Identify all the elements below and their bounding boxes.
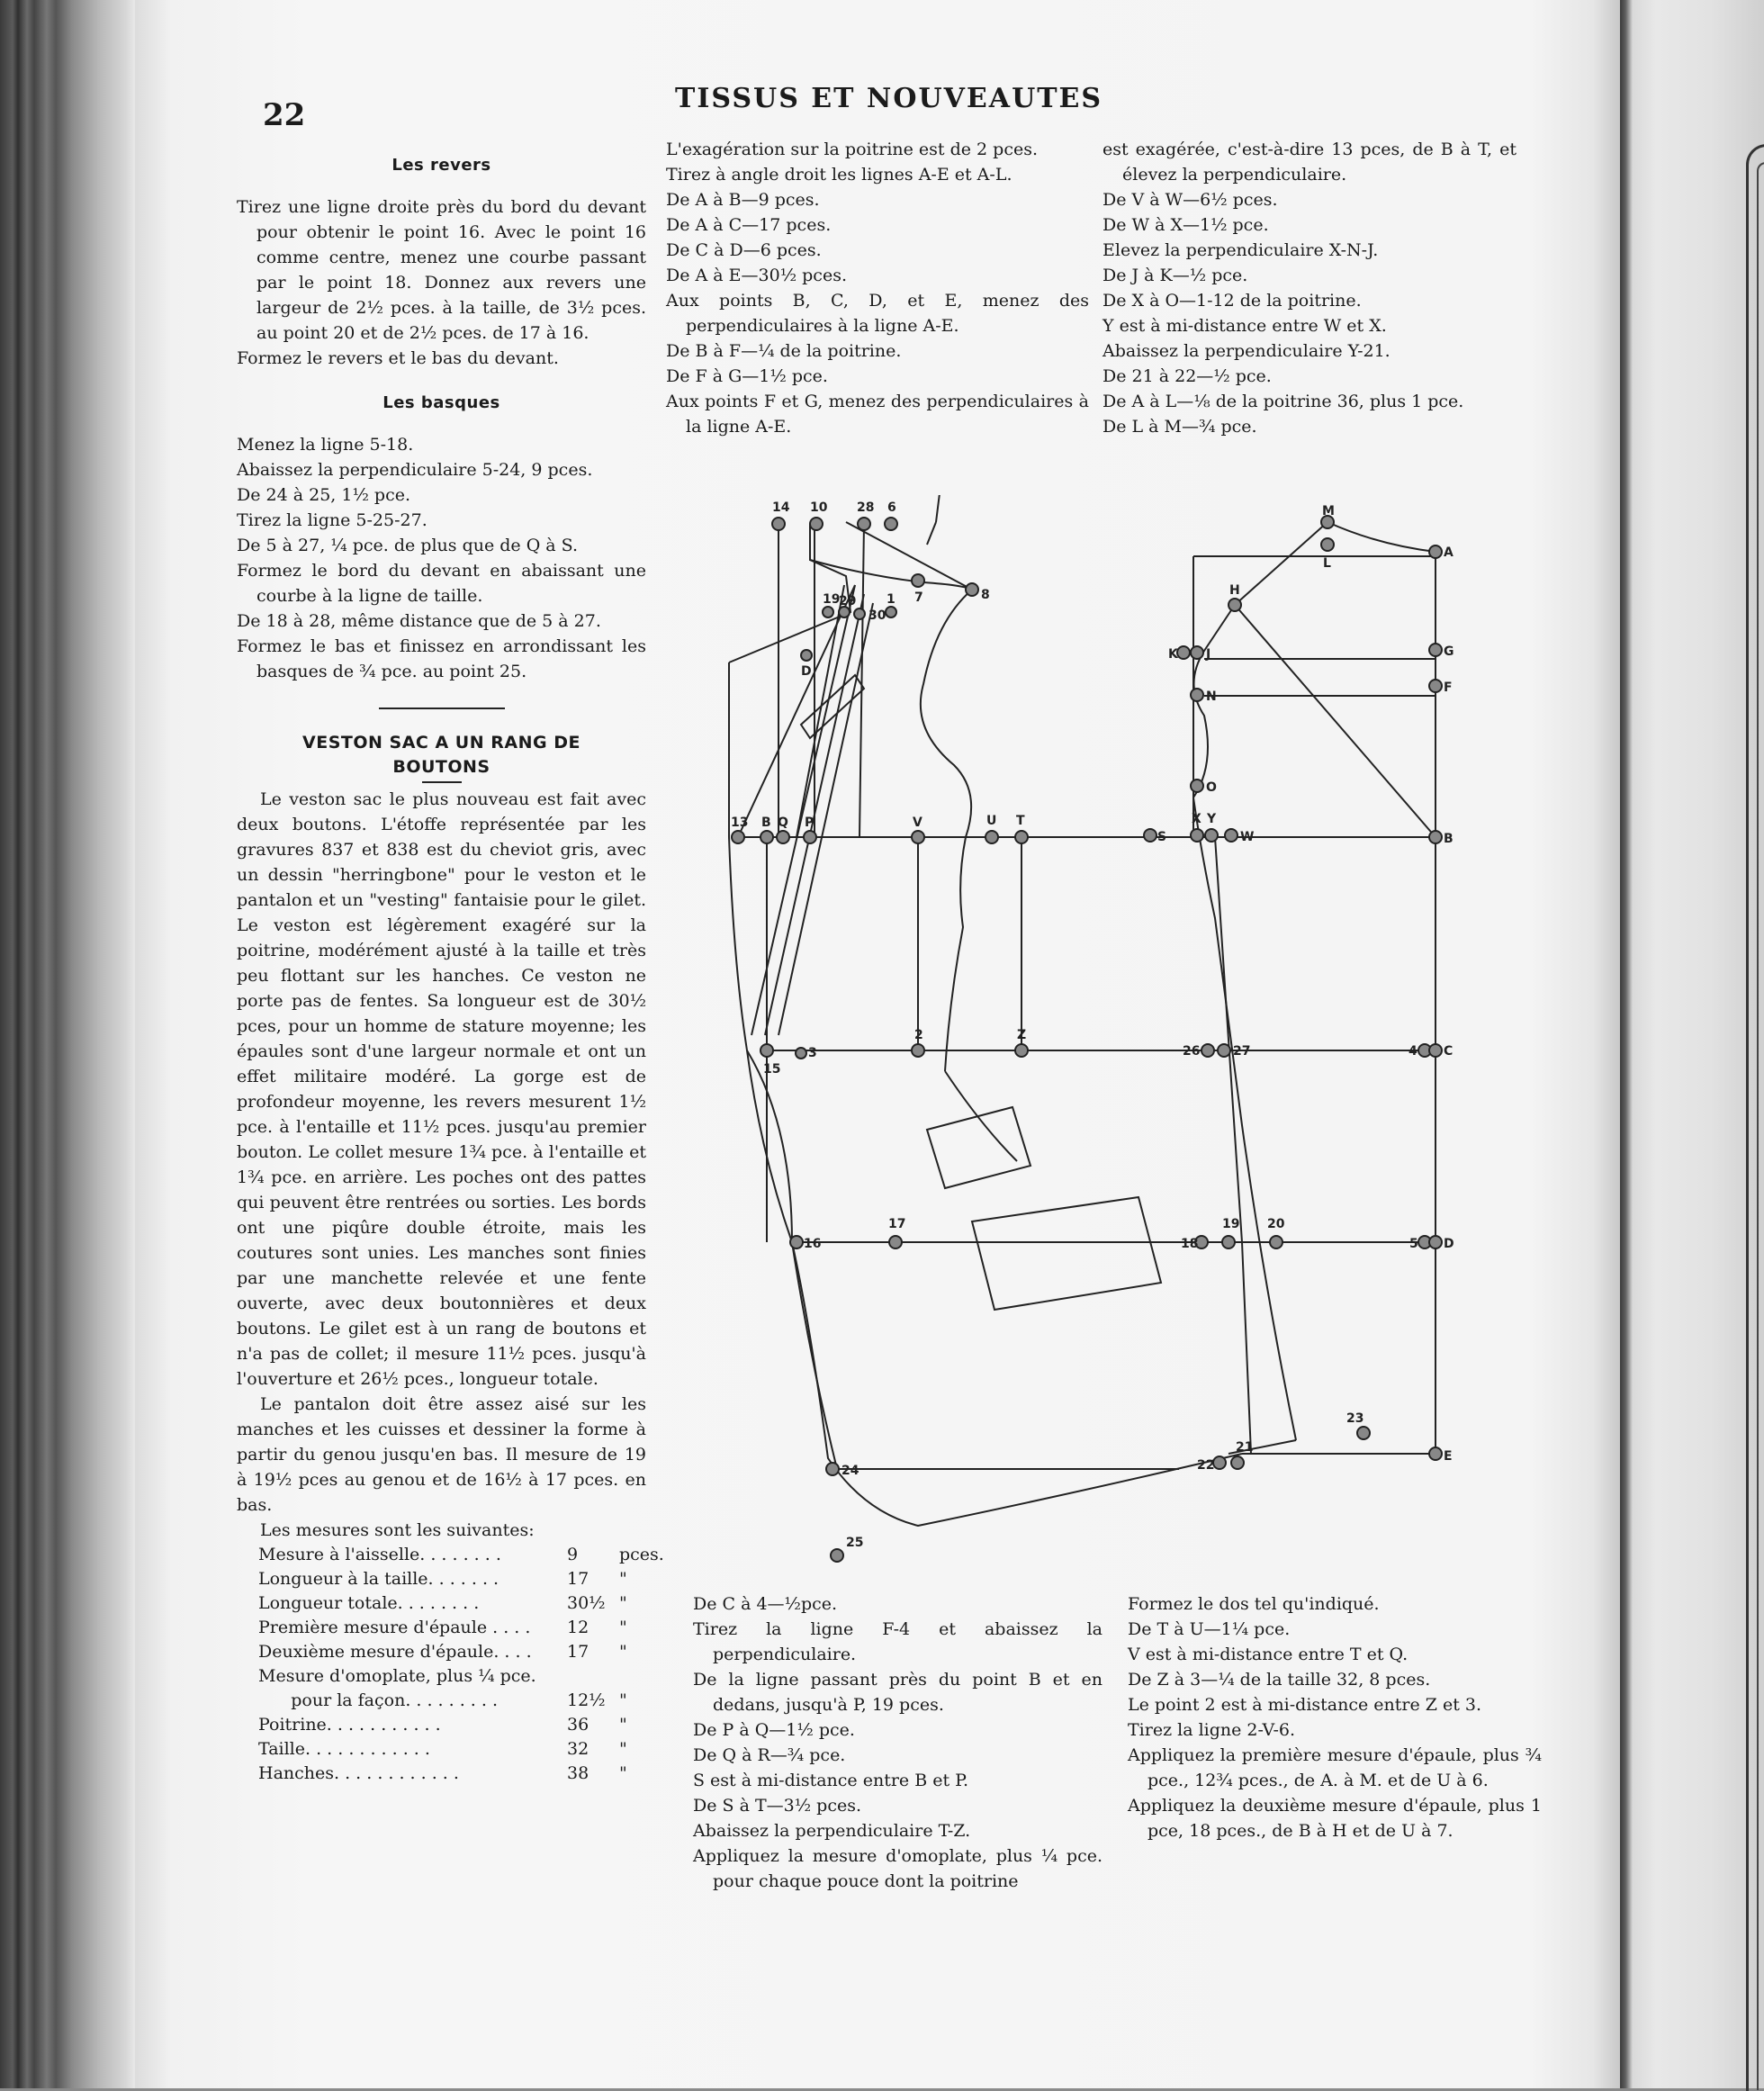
label-G: G (1444, 644, 1454, 659)
point-K (1177, 646, 1190, 659)
label-22: 22 (1197, 1458, 1215, 1473)
instruction-line: De C à 4—½pce. (693, 1594, 838, 1614)
point-15 (760, 1044, 773, 1057)
label-14: 14 (772, 500, 790, 515)
point-25 (831, 1549, 843, 1562)
column-middle-top (666, 137, 1089, 439)
point-21 (1231, 1456, 1244, 1469)
mesure-value: 32 (567, 1739, 590, 1759)
mesure-label: Longueur à la taille. . . . . . . (258, 1569, 500, 1589)
instruction-line: Le point 2 est à mi-distance entre Z et 3. (1128, 1695, 1482, 1715)
heading-veston: VESTON SAC A UN RANG DE BOUTONS (302, 733, 580, 777)
label-16: 16 (804, 1237, 822, 1251)
mesure-label: Première mesure d'épaule . . . . (258, 1618, 531, 1637)
label-Q: Q (778, 816, 788, 830)
label-25: 25 (846, 1536, 864, 1550)
label-L: L (1323, 556, 1331, 571)
instruction-line: est exagérée, c'est-à-dire 13 pces, de B à T, et élevez la perpendiculaire. (1102, 140, 1516, 185)
mesure-unit: " (619, 1739, 627, 1759)
point-T (1015, 831, 1028, 843)
label-1: 1 (886, 592, 896, 607)
label-U: U (986, 814, 997, 828)
mesure-label: Poitrine. . . . . . . . . . . (258, 1715, 441, 1735)
basques-line: Tirez la ligne 5-25-27. (237, 510, 428, 530)
basques-line: Formez le bas et finissez en arrondissant les basques de ¾ pce. au point 25. (237, 636, 646, 681)
label-Y: Y (1207, 812, 1217, 826)
instruction-line: Elevez la perpendiculaire X-N-J. (1102, 240, 1379, 260)
mesure-value: 12 (567, 1618, 590, 1637)
label-M: M (1322, 504, 1335, 518)
mesure-value: 12½ (567, 1690, 606, 1710)
veston-paragraph-2: Le pantalon doit être assez aisé sur les manches et les cuisses et dessiner la forme à partir du genou jusqu'en bas. Il mesure de 19 à 19½ pces au genou et de 16½ à 17 pces. en bas. (237, 1394, 646, 1515)
point-J (1191, 646, 1203, 659)
point-13 (732, 831, 744, 843)
point-D (1429, 1236, 1442, 1248)
mesure-unit: " (619, 1715, 627, 1735)
mesure-unit: pces. (619, 1545, 664, 1564)
instruction-line: Appliquez la première mesure d'épaule, plus ¾ pce., 12¾ pces., de A. à M. et de U à 6. (1128, 1745, 1542, 1790)
instruction-line: Y est à mi-distance entre W et X. (1102, 316, 1387, 336)
mesure-value (567, 1664, 619, 1689)
pattern-lines (729, 495, 1436, 1526)
label-J: J (1206, 647, 1211, 662)
mesure-row (258, 1543, 664, 1567)
point-22 (1213, 1456, 1226, 1469)
label-29: 29 (839, 594, 857, 608)
label-4: 4 (1408, 1044, 1418, 1059)
point-B-front (760, 831, 773, 843)
label-8: 8 (981, 588, 990, 602)
mesure-label: pour la façon. . . . . . . . . (258, 1690, 498, 1710)
instruction-line: Abaissez la perpendiculaire T-Z. (693, 1821, 971, 1841)
point-28 (858, 518, 870, 530)
instruction-line: Tirez la ligne F-4 et abaissez la perpendiculaire. (693, 1619, 1102, 1664)
instruction-line: Aux points F et G, menez des perpendiculaires à la ligne A-E. (666, 392, 1089, 437)
basques-line: Formez le bord du devant en abaissant une courbe à la ligne de taille. (237, 561, 646, 606)
mesure-unit: " (619, 1763, 627, 1783)
mesure-value: 30½ (567, 1593, 606, 1613)
instruction-line: De Z à 3—¼ de la taille 32, 8 pces. (1128, 1670, 1431, 1690)
instruction-line: Aux points B, C, D, et E, menez des perpendiculaires à la ligne A-E. (666, 291, 1089, 336)
point-1 (886, 607, 896, 617)
section-divider (379, 708, 505, 709)
instruction-line: Tirez à angle droit les lignes A-E et A-L. (666, 165, 1012, 185)
revers-paragraph-2: Formez le revers et le bas du devant. (237, 348, 559, 368)
label-Z: Z (1017, 1028, 1027, 1042)
running-head: TISSUS ET NOUVEAUTES (675, 83, 1103, 114)
instruction-line: De J à K—½ pce. (1102, 266, 1248, 285)
mesure-row (258, 1762, 646, 1786)
point-F (1429, 680, 1442, 692)
facing-page-border-inner (1757, 162, 1764, 2090)
basques-line: Menez la ligne 5-18. (237, 435, 414, 455)
shoulder-line (846, 522, 972, 590)
hip-pocket (972, 1197, 1161, 1310)
point-S (1144, 829, 1156, 842)
label-F: F (1444, 680, 1453, 695)
point-E (1429, 1447, 1442, 1460)
point-V (912, 831, 924, 843)
instruction-line: De S à T—3½ pces. (693, 1796, 861, 1816)
point-H (1228, 599, 1241, 611)
instruction-line: De F à G—1½ pce. (666, 366, 828, 386)
instruction-line: De A à L—⅛ de la poitrine 36, plus 1 pce. (1102, 392, 1464, 411)
instruction-line: L'exagération sur la poitrine est de 2 pces. (666, 140, 1038, 159)
mesure-value: 36 (567, 1715, 590, 1735)
mesure-value: 17 (567, 1642, 590, 1662)
label-15: 15 (763, 1062, 781, 1077)
mesure-value: 38 (567, 1763, 590, 1783)
label-C: C (1444, 1044, 1454, 1059)
mesure-label: Hanches. . . . . . . . . . . . (258, 1763, 459, 1783)
point-D1 (801, 650, 812, 661)
label-21: 21 (1236, 1440, 1254, 1455)
point-N (1191, 689, 1203, 701)
heading-underline (422, 781, 462, 783)
front-edge (747, 1050, 837, 1469)
label-30: 30 (868, 608, 886, 623)
column-right-top (1102, 137, 1516, 439)
instruction-line: De A à B—9 pces. (666, 190, 820, 210)
point-27 (1218, 1044, 1230, 1057)
point-23 (1357, 1427, 1370, 1439)
instruction-line: De W à X—1½ pce. (1102, 215, 1269, 235)
point-19 (823, 607, 833, 617)
basques-line: De 5 à 27, ¼ pce. de plus que de Q à S. (237, 536, 579, 555)
pattern-diagram (711, 495, 1485, 1575)
instruction-line: De V à W—6½ pces. (1102, 190, 1278, 210)
mesure-row (258, 1616, 646, 1640)
label-B-back: B (1444, 832, 1454, 846)
label-13: 13 (731, 816, 749, 830)
mesures-table (237, 1543, 664, 1786)
mesure-unit: " (619, 1642, 627, 1662)
instruction-line: De X à O—1-12 de la poitrine. (1102, 291, 1362, 311)
instruction-line: Appliquez la deuxième mesure d'épaule, plus 1 pce, 18 pces., de B à H et de U à 7. (1128, 1796, 1542, 1841)
mesure-row (258, 1737, 646, 1762)
mesure-label: Longueur totale. . . . . . . . (258, 1593, 480, 1613)
instruction-line: De A à C—17 pces. (666, 215, 832, 235)
label-D1: D (801, 664, 812, 679)
point-G (1429, 644, 1442, 656)
point-7 (912, 574, 924, 587)
line-28 (860, 523, 864, 837)
heading-revers: Les revers (392, 156, 491, 175)
mesure-row (258, 1640, 646, 1664)
point-30 (854, 608, 865, 619)
label-T: T (1016, 814, 1025, 828)
instruction-line: De P à Q—1½ pce. (693, 1720, 855, 1740)
facing-page-edge (1620, 0, 1764, 2088)
basques-list (237, 432, 646, 684)
mesure-label: Deuxième mesure d'épaule. . . . (258, 1642, 532, 1662)
point-20 (1270, 1236, 1282, 1248)
label-2: 2 (914, 1028, 923, 1042)
point-Z (1015, 1044, 1028, 1057)
mesure-row (258, 1713, 646, 1737)
mesure-unit: " (619, 1569, 627, 1589)
neck-line (927, 495, 940, 545)
label-18: 18 (1181, 1237, 1199, 1251)
point-14 (772, 518, 785, 530)
label-D: D (1444, 1237, 1454, 1251)
point-U (986, 831, 998, 843)
label-24: 24 (842, 1464, 860, 1478)
label-28: 28 (857, 500, 875, 515)
mesure-unit: " (619, 1618, 627, 1637)
label-V: V (913, 816, 922, 830)
mesure-row (258, 1567, 646, 1591)
label-27: 27 (1233, 1044, 1251, 1059)
instruction-line: De 21 à 22—½ pce. (1102, 366, 1272, 386)
instruction-line: Formez le dos tel qu'indiqué. (1128, 1594, 1380, 1614)
point-24 (826, 1463, 839, 1475)
lapel-lines (752, 585, 873, 1035)
label-23: 23 (1346, 1411, 1364, 1426)
label-7: 7 (914, 590, 923, 605)
basques-line: Abaissez la perpendiculaire 5-24, 9 pces. (237, 460, 593, 480)
instruction-line: De A à E—30½ pces. (666, 266, 847, 285)
point-Q (777, 831, 789, 843)
mesure-unit: " (619, 1593, 627, 1613)
basques-line: De 18 à 28, même distance que de 5 à 27. (237, 611, 601, 631)
instruction-line: V est à mi-distance entre T et Q. (1128, 1645, 1408, 1664)
label-3: 3 (808, 1046, 817, 1060)
point-L (1321, 538, 1334, 551)
instruction-line: De la ligne passant près du point B et en dedans, jusqu'à P, 19 pces. (693, 1670, 1102, 1715)
point-C (1429, 1044, 1442, 1057)
instruction-line: De C à D—6 pces. (666, 240, 822, 260)
label-N: N (1206, 689, 1217, 704)
page-number: 22 (263, 97, 306, 133)
instruction-line: De T à U—1¼ pce. (1128, 1619, 1291, 1639)
mesure-label: Taille. . . . . . . . . . . . (258, 1739, 430, 1759)
column-middle-bottom (693, 1591, 1102, 1894)
label-H: H (1229, 583, 1240, 598)
label-K: K (1168, 647, 1178, 662)
mesure-unit: " (619, 1690, 627, 1710)
label-O: O (1206, 780, 1217, 795)
label-X: X (1192, 812, 1202, 826)
point-W (1225, 829, 1238, 842)
mesures-intro: Les mesures sont les suivantes: (260, 1520, 535, 1540)
point-26 (1202, 1044, 1214, 1057)
label-5: 5 (1409, 1237, 1418, 1251)
point-16 (790, 1236, 803, 1248)
heading-basques: Les basques (382, 393, 500, 412)
instruction-line: De Q à R—¾ pce. (693, 1745, 846, 1765)
column-right-bottom (1128, 1591, 1542, 1843)
mesure-row (258, 1591, 646, 1616)
label-17: 17 (888, 1217, 906, 1231)
label-10: 10 (810, 500, 828, 515)
label-E: E (1444, 1449, 1453, 1464)
point-8 (966, 583, 978, 596)
point-2 (912, 1044, 924, 1057)
label-19: 19 (823, 592, 841, 607)
point-Y (1205, 829, 1218, 842)
point-X (1191, 829, 1203, 842)
label-20: 20 (1267, 1217, 1285, 1231)
point-P (804, 831, 816, 843)
line-H-B (1235, 605, 1436, 837)
point-A (1429, 545, 1442, 558)
breast-pocket (927, 1107, 1030, 1188)
point-19b (1222, 1236, 1235, 1248)
instruction-line: De L à M—¾ pce. (1102, 417, 1257, 437)
book-spine (0, 0, 135, 2088)
basques-line: De 24 à 25, 1½ pce. (237, 485, 410, 505)
mesure-row (258, 1689, 646, 1713)
label-19b: 19 (1222, 1217, 1240, 1231)
instruction-line: Tirez la ligne 2-V-6. (1128, 1720, 1296, 1740)
instruction-line: Abaissez la perpendiculaire Y-21. (1102, 341, 1390, 361)
instruction-line: S est à mi-distance entre B et P. (693, 1771, 969, 1790)
revers-paragraph: Tirez une ligne droite près du bord du devant pour obtenir le point 16. Avec le point 16 comme centre, menez une courbe passant par le point 18. Donnez aux revers une largeur de 2½ pces. à la taille, de 3½ pces. au point 20 et de 2½ pces. de 17 à 16. (237, 197, 646, 343)
mesure-unit (619, 1664, 646, 1689)
column-left (237, 153, 664, 1786)
mesure-value: 17 (567, 1569, 590, 1589)
instruction-line: Appliquez la mesure d'omoplate, plus ¼ pce. pour chaque pouce dont la poitrine (693, 1846, 1102, 1891)
point-17 (889, 1236, 902, 1248)
mesure-label: Mesure d'omoplate, plus ¼ pce. (258, 1666, 536, 1686)
point-10 (810, 518, 823, 530)
label-26: 26 (1183, 1044, 1201, 1059)
label-W: W (1240, 830, 1255, 844)
label-6: 6 (887, 500, 896, 515)
veston-paragraph-1: Le veston sac le plus nouveau est fait avec deux boutons. L'étoffe représentée par les gravures 837 et 838 est du cheviot gris, avec un dessin "herringbone" pour le veston et le pantalon et un "vesting" fantaisie pour le gilet. Le veston est légèrement exagéré sur la poitrine, modérément ajusté à la taille et très peu flottant sur les hanches. Ce veston ne porte pas de fentes. Sa longueur est de 30½ pces, pour un homme de stature moyenne; les épaules sont d'une largeur normale et ont un effet militaire modéré. La gorge est de profondeur moyenne, les revers mesurent 1½ pce. à l'entaille et 11½ pces. jusqu'au premier bouton. Le collet mesure 1¾ pce. à l'entaille et 1¾ pce. en arrière. Les poches ont des pattes qui peuvent être rentrées ou sorties. Les bords ont une piqûre double étroite, mais les coutures sont unies. Les manches sont finies par une manchette relevée et une fente ouverte, avec deux boutonnières et deux boutons. Le gilet est à un rang de boutons et n'a pas de collet; il mesure 11½ pces. jusqu'à l'ouverture et 26½ pces., longueur totale. (237, 789, 646, 1389)
label-A: A (1444, 545, 1454, 560)
point-O (1191, 780, 1203, 792)
instruction-line: De B à F—¼ de la poitrine. (666, 341, 902, 361)
mesure-row (258, 1664, 646, 1689)
point-6 (885, 518, 897, 530)
label-B-front: B (761, 816, 771, 830)
label-S: S (1157, 830, 1167, 844)
mesure-label: Mesure à l'aisselle. . . . . . . . (258, 1545, 501, 1564)
label-P: P (805, 816, 814, 830)
mesure-value: 9 (567, 1545, 579, 1564)
point-3 (796, 1048, 806, 1059)
point-B-back (1429, 831, 1442, 843)
